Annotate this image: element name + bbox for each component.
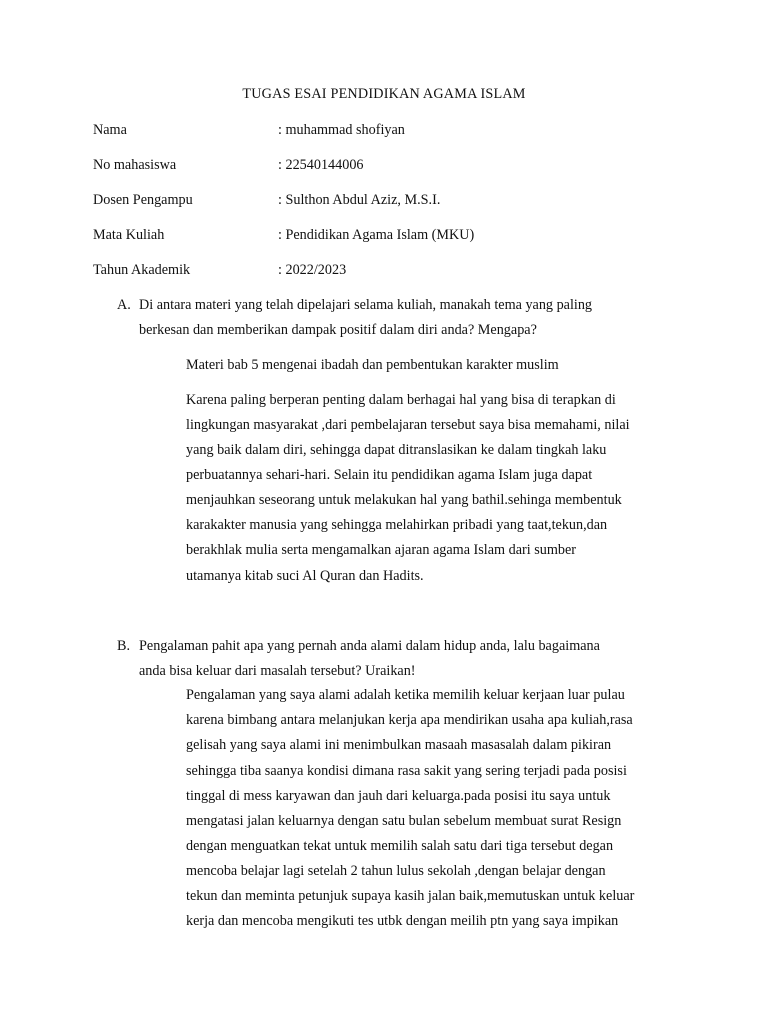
answer-b-line: tekun dan meminta petunjuk supaya kasih jalan baik,memutuskan untuk keluar [186, 888, 635, 904]
document-title: TUGAS ESAI PENDIDIKAN AGAMA ISLAM [242, 86, 526, 102]
question-b-line: anda bisa keluar dari masalah tersebut? Uraikan! [139, 663, 416, 679]
info-value: : muhammad shofiyan [278, 122, 405, 138]
info-label: Dosen Pengampu [93, 192, 193, 208]
answer-b-line: Pengalaman yang saya alami adalah ketika memilih keluar kerjaan luar pulau [186, 687, 625, 703]
answer-b-line: mengatasi jalan keluarnya dengan satu bulan sebelum membuat surat Resign [186, 813, 622, 829]
answer-a-line: menjauhkan seseorang untuk melakukan hal yang bathil.sehinga membentuk [186, 492, 622, 508]
info-row-tahun-akademik [93, 262, 693, 282]
info-value: : Pendidikan Agama Islam (MKU) [278, 227, 475, 243]
info-value: : 22540144006 [278, 157, 364, 173]
answer-b-line: mencoba belajar lagi setelah 2 tahun lulus sekolah ,dengan belajar dengan [186, 863, 606, 879]
answer-a-line: perbuatannya sehari-hari. Selain itu pendidikan agama Islam juga dapat [186, 467, 593, 483]
answer-b-line: gelisah yang saya alami ini menimbulkan masaah masasalah dalam pikiran [186, 737, 612, 753]
question-a-line: berkesan dan memberikan dampak positif dalam diri anda? Mengapa? [139, 322, 537, 338]
info-label: Tahun Akademik [93, 262, 191, 278]
question-b-line: Pengalaman pahit apa yang pernah anda alami dalam hidup anda, lalu bagaimana [139, 638, 600, 654]
info-row-no-mahasiswa [93, 157, 693, 177]
info-label: Nama [93, 122, 127, 138]
answer-a-line: karakakter manusia yang sehingga melahirkan pribadi yang taat,tekun,dan [186, 517, 608, 533]
question-a-marker: A. [117, 297, 131, 313]
answer-a-line: berakhlak mulia serta mengamalkan ajaran agama Islam dari sumber [186, 542, 576, 558]
info-row-dosen-pengampu [93, 192, 693, 212]
answer-b-line: dengan menguatkan tekat untuk memilih salah satu dari tiga tersebut degan [186, 838, 614, 854]
answer-a-line: Karena paling berperan penting dalam berhagai hal yang bisa di terapkan di [186, 392, 616, 408]
answer-b-line: sehingga tiba saanya kondisi dimana rasa sakit yang sering terjadi pada posisi [186, 763, 627, 779]
info-row-nama [93, 122, 693, 142]
info-label: Mata Kuliah [93, 227, 165, 243]
info-label: No mahasiswa [93, 157, 177, 173]
answer-b-line: tinggal di mess karyawan dan jauh dari keluarga.pada posisi itu saya untuk [186, 788, 611, 804]
answer-b-line: kerja dan mencoba mengikuti tes utbk dengan meilih ptn yang saya impikan [186, 913, 619, 929]
question-a-line: Di antara materi yang telah dipelajari selama kuliah, manakah tema yang paling [139, 297, 593, 313]
answer-a-line: lingkungan masyarakat ,dari pembelajaran tersebut saya bisa memahami, nilai [186, 417, 630, 433]
info-value: : Sulthon Abdul Aziz, M.S.I. [278, 192, 441, 208]
answer-b-line: karena bimbang antara melanjukan kerja apa mendirikan usaha apa kuliah,rasa [186, 712, 633, 728]
answer-a-line: utamanya kitab suci Al Quran dan Hadits. [186, 568, 424, 584]
info-value: : 2022/2023 [278, 262, 347, 278]
question-b-marker: B. [117, 638, 131, 654]
info-row-mata-kuliah [93, 227, 693, 247]
answer-a-heading: Materi bab 5 mengenai ibadah dan pembentukan karakter muslim [186, 357, 559, 373]
answer-a-line: yang baik dalam diri, sehingga dapat ditranslasikan ke dalam tingkah laku [186, 442, 607, 458]
